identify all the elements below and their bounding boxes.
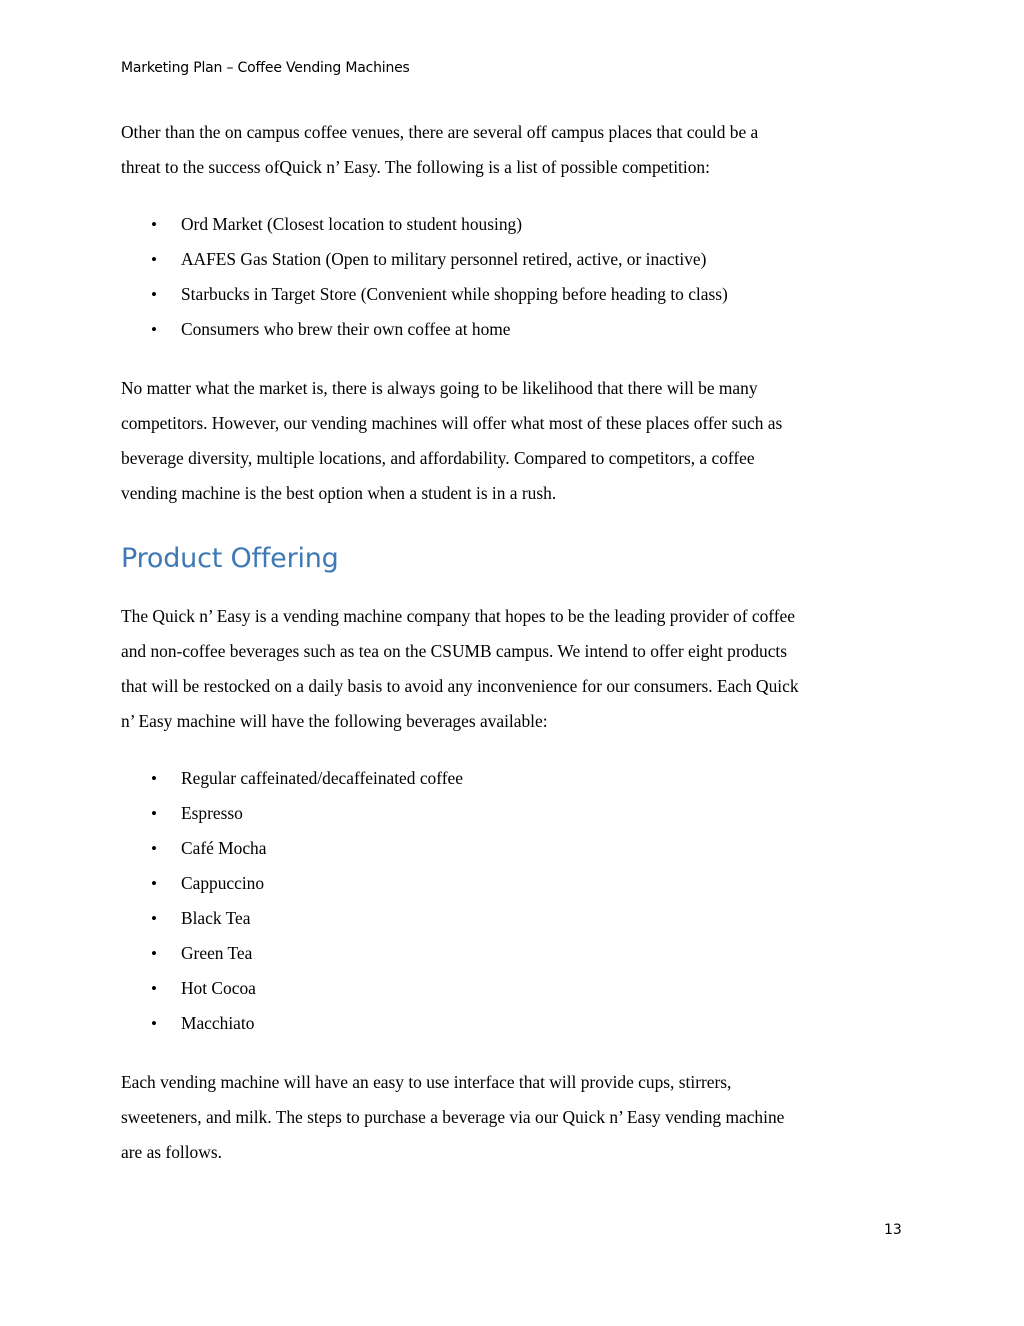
bullet-icon: • (151, 250, 157, 269)
text-line: are as follows. (121, 1142, 222, 1162)
text-line: competitors. However, our vending machines will offer what most of these places offer such as (121, 413, 783, 433)
page-number: 13 (884, 1222, 902, 1238)
bullet-icon: • (151, 285, 157, 304)
text-line: beverage diversity, multiple locations, and affordability. Compared to competitors, a coffee (121, 448, 755, 468)
text-line: threat to the success ofQuick n’ Easy. The following is a list of possible competition: (121, 157, 710, 177)
text-line: The Quick n’ Easy is a vending machine company that hopes to be the leading provider of coffee (121, 606, 795, 626)
bullet-icon: • (151, 804, 157, 823)
list-item-text: AAFES Gas Station (Open to military personnel retired, active, or inactive) (181, 249, 707, 269)
list-item (121, 971, 911, 1006)
list-item-text: Regular caffeinated/decaffeinated coffee (181, 768, 463, 788)
list-item (121, 1006, 911, 1041)
bullet-icon: • (151, 320, 157, 339)
list-item (121, 796, 911, 831)
bullet-icon: • (151, 1014, 157, 1033)
list-item-text: Starbucks in Target Store (Convenient while shopping before heading to class) (181, 284, 728, 304)
bullet-icon: • (151, 839, 157, 858)
text-line: vending machine is the best option when a student is in a rush. (121, 483, 557, 503)
page-header: Marketing Plan – Coffee Vending Machines (121, 60, 410, 76)
list-item-text: Green Tea (181, 943, 253, 963)
bullet-icon: • (151, 769, 157, 788)
list-item (121, 277, 911, 312)
competition-intro (121, 115, 911, 185)
list-item (121, 207, 911, 242)
text-line: n’ Easy machine will have the following beverages available: (121, 711, 548, 731)
competition-paragraph (121, 371, 911, 511)
list-item (121, 936, 911, 971)
competition-list (121, 207, 911, 347)
product-closing-paragraph (121, 1065, 911, 1170)
text-line: sweeteners, and milk. The steps to purchase a beverage via our Quick n’ Easy vending machine (121, 1107, 785, 1127)
text-line: that will be restocked on a daily basis to avoid any inconvenience for our consumers. Each Quick (121, 676, 799, 696)
bullet-icon: • (151, 909, 157, 928)
product-intro (121, 599, 911, 739)
list-item (121, 312, 911, 347)
beverage-list (121, 761, 911, 1041)
list-item-text: Espresso (181, 803, 243, 823)
bullet-icon: • (151, 979, 157, 998)
bullet-icon: • (151, 944, 157, 963)
list-item-text: Hot Cocoa (181, 978, 256, 998)
text-line: Other than the on campus coffee venues, there are several off campus places that could be a (121, 122, 759, 142)
text-line: Each vending machine will have an easy to use interface that will provide cups, stirrers, (121, 1072, 732, 1092)
list-item-text: Macchiato (181, 1013, 255, 1033)
list-item (121, 866, 911, 901)
list-item (121, 831, 911, 866)
text-line: No matter what the market is, there is always going to be likelihood that there will be many (121, 378, 758, 398)
text-line: and non-coffee beverages such as tea on the CSUMB campus. We intend to offer eight products (121, 641, 788, 661)
list-item (121, 242, 911, 277)
list-item-text: Café Mocha (181, 838, 267, 858)
bullet-icon: • (151, 215, 157, 234)
list-item (121, 901, 911, 936)
list-item-text: Cappuccino (181, 873, 265, 893)
list-item (121, 761, 911, 796)
list-item-text: Consumers who brew their own coffee at home (181, 319, 511, 339)
list-item-text: Ord Market (Closest location to student housing) (181, 214, 523, 234)
list-item-text: Black Tea (181, 908, 251, 928)
document-body (121, 115, 911, 1170)
bullet-icon: • (151, 874, 157, 893)
section-heading: Product Offering (121, 543, 339, 574)
